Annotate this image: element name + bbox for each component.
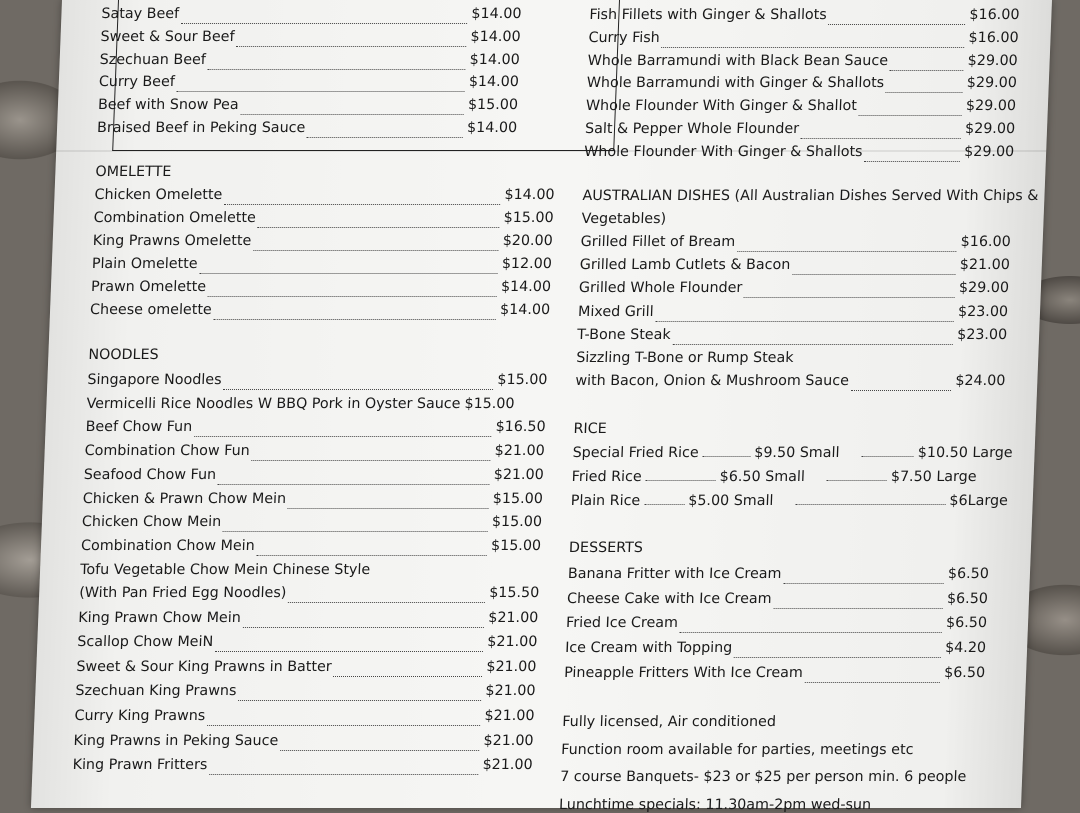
dot-leader [858, 103, 962, 116]
menu-item [578, 280, 1019, 303]
menu-item-price: $15.00 [464, 395, 515, 412]
menu-item [78, 610, 549, 633]
dot-leader [672, 332, 953, 345]
menu-item-price: $21.00 [482, 757, 533, 774]
menu-item [577, 304, 1018, 327]
menu-item [584, 144, 1025, 167]
menu-item-name: Whole Barramundi with Ginger & Shallots [586, 75, 885, 92]
dot-leader [644, 494, 684, 505]
menu-item-name: Combination Chow Fun [84, 443, 251, 460]
menu-item-price: $15.50 [488, 585, 540, 602]
section-heading-noodles: NOODLES [88, 347, 159, 363]
rice-item [570, 493, 1011, 516]
menu-item [75, 683, 546, 706]
rice-large-price: $10.50 Large [917, 445, 1013, 461]
dot-leader [805, 670, 941, 683]
menu-item-name: Grilled Whole Flounder [578, 280, 743, 297]
menu-item-name: Grilled Fillet of Bream [580, 234, 736, 250]
dot-leader [242, 615, 484, 628]
dot-leader [773, 596, 943, 609]
dot-leader [257, 215, 499, 228]
menu-item [72, 757, 543, 780]
menu-item [97, 120, 528, 143]
dot-leader [218, 472, 490, 485]
menu-item [565, 615, 1006, 638]
menu-item-price: $6.50 [947, 566, 990, 582]
menu-item-price: $21.00 [493, 466, 545, 483]
menu-item [91, 256, 562, 279]
menu-item-price: $14.00 [500, 279, 552, 295]
menu-item-name: Ice Cream with Topping [564, 640, 733, 657]
menu-item-price: $29.00 [966, 75, 1018, 92]
menu-item-price: $29.00 [965, 98, 1017, 115]
menu-item-name: Chicken & Prawn Chow Mein [82, 490, 287, 507]
menu-item-name: Plain Omelette [91, 256, 198, 272]
info-line: Fully licensed, Air conditioned [561, 714, 777, 730]
menu-item [92, 233, 563, 256]
menu-item [579, 257, 1020, 280]
menu-item [83, 467, 554, 490]
menu-item-name: Seafood Chow Fun [83, 466, 217, 483]
info-line: Lunchtime specials: 11.30am-2pm wed-sun [558, 796, 872, 813]
menu-item-name: Whole Flounder With Ginger & Shallot [585, 98, 858, 115]
menu-item-price: $23.00 [957, 303, 1009, 320]
dot-leader [207, 713, 481, 726]
section-heading-rice: RICE [573, 421, 607, 437]
menu-item-price: $12.00 [501, 256, 553, 272]
menu-item-name: Salt & Pepper Whole Flounder [584, 121, 800, 137]
rice-item-name: Special Fried Rice [572, 445, 699, 461]
menu-item-price: $15.00 [491, 514, 543, 531]
dot-leader [646, 470, 716, 481]
menu-item-name: Chicken Omelette [94, 187, 223, 203]
menu-item-price: $21.00 [494, 443, 546, 460]
menu-item-name: T-Bone Steak [576, 326, 671, 343]
rice-item [572, 445, 1013, 468]
dot-leader [199, 261, 498, 274]
dot-leader [783, 571, 944, 584]
menu-item-name: Szechuan Beef [99, 51, 207, 68]
dot-leader [333, 664, 482, 677]
dot-leader [886, 80, 963, 93]
menu-item [586, 75, 1027, 98]
dot-leader [792, 262, 956, 275]
menu-item [588, 30, 1029, 53]
menu-item [84, 443, 555, 466]
menu-item [74, 708, 545, 731]
menu-item-price: $21.00 [484, 708, 535, 724]
dot-leader [256, 543, 487, 556]
menu-item-name: Cheese Cake with Ice Cream [566, 590, 772, 607]
menu-item [584, 121, 1025, 144]
rice-large-price: $6Large [949, 492, 1009, 509]
menu-item-name: Curry Beef [98, 74, 176, 91]
menu-item [566, 591, 1007, 614]
tofu-dish-line: Tofu Vegetable Chow Mein Chinese Style [79, 561, 371, 578]
rice-small-price: $5.00 Small [687, 492, 774, 509]
menu-item-price: $14.00 [470, 28, 521, 45]
menu-item-price: $21.00 [487, 609, 539, 626]
menu-item-price: $21.00 [486, 658, 537, 675]
menu-item [90, 302, 561, 325]
dot-leader [801, 126, 961, 139]
menu-item-name: Prawn Omelette [90, 279, 207, 295]
menu-item-price: $14.00 [469, 51, 521, 68]
menu-item-name: Szechuan King Prawns [75, 683, 237, 700]
dot-leader [223, 377, 493, 390]
menu-item-price: $15.00 [490, 537, 542, 554]
dot-leader [223, 519, 488, 532]
rice-item-name: Plain Rice [570, 492, 641, 509]
menu-item [575, 373, 1016, 396]
menu-item-price: $24.00 [955, 373, 1006, 390]
menu-item [567, 566, 1008, 589]
menu-item [577, 327, 1018, 350]
sizzling-steak-line: Sizzling T-Bone or Rump Steak [575, 350, 794, 366]
menu-item-price: $6.50 [943, 664, 986, 681]
dot-leader [734, 645, 941, 658]
dot-leader [194, 424, 492, 437]
menu-item [80, 538, 551, 561]
menu-item-price: $14.00 [468, 74, 520, 91]
menu-item-name: with Bacon, Onion & Mushroom Sauce [575, 373, 850, 390]
menu-item-name: Grilled Lamb Cutlets & Bacon [579, 257, 791, 274]
rice-item [571, 469, 1012, 492]
menu-item-name: Combination Chow Mein [80, 537, 255, 554]
menu-item [580, 234, 1021, 257]
menu-item-name: Satay Beef [101, 6, 180, 22]
menu-item [73, 733, 544, 756]
rice-large-price: $7.50 Large [890, 468, 977, 485]
menu-item-price: $29.00 [958, 280, 1010, 297]
menu-item [86, 396, 557, 419]
dot-leader [795, 494, 945, 505]
menu-item [97, 97, 528, 120]
menu-item-price: $16.00 [968, 29, 1019, 46]
dot-leader [703, 446, 751, 457]
menu-item [564, 665, 1005, 688]
menu-item [98, 74, 529, 97]
dot-leader [307, 125, 463, 138]
menu-item-price: $15.00 [467, 97, 519, 114]
menu-item [100, 29, 531, 52]
menu-item-price: $15.00 [492, 490, 544, 507]
menu-item [99, 52, 530, 75]
menu-item-name: Cheese omelette [89, 302, 213, 318]
menu-item [85, 419, 556, 442]
menu-item-price: $21.00 [959, 257, 1011, 274]
menu-item [76, 659, 547, 682]
menu-item-name: Curry Fish [588, 29, 661, 46]
menu-item-name: Whole Flounder With Ginger & Shallots [583, 143, 863, 160]
dot-leader [890, 58, 964, 71]
menu-item-name: King Prawn Fritters [72, 757, 208, 774]
menu-item-price: $16.00 [969, 7, 1020, 23]
menu-item-name: Scallop Chow MeiN [77, 634, 214, 651]
rice-small-price: $6.50 Small [719, 468, 806, 485]
menu-item-name: Beef with Snow Pea [97, 97, 239, 114]
dot-leader [236, 34, 467, 47]
menu-item [93, 210, 564, 233]
menu-item-price: $6.50 [946, 590, 989, 607]
menu-item-name: Banana Fritter with Ice Cream [567, 566, 782, 582]
menu-item-name: King Prawn Chow Mein [77, 609, 242, 626]
menu-item [79, 585, 550, 608]
dot-leader [828, 12, 965, 25]
dot-leader [288, 496, 489, 509]
menu-item-name: Fried Ice Cream [565, 615, 679, 632]
menu-item-price: $14.00 [504, 187, 555, 203]
dot-leader [224, 192, 501, 205]
menu-item-price: $23.00 [956, 326, 1008, 343]
dot-leader [207, 57, 465, 70]
dot-leader [176, 79, 464, 92]
menu-item [565, 640, 1006, 663]
menu-item-name: Pineapple Fritters With Ice Cream [563, 664, 804, 681]
menu-item-price: $21.00 [483, 732, 534, 749]
dot-leader [661, 35, 964, 48]
dot-leader [864, 149, 960, 162]
dot-leader [240, 102, 464, 115]
menu-item-price: $20.00 [502, 233, 554, 249]
menu-item [81, 514, 552, 537]
menu-item [101, 6, 532, 29]
dot-leader [208, 284, 497, 297]
menu-item-name: King Prawns in Peking Sauce [73, 732, 279, 749]
menu-item-price: $4.20 [944, 640, 987, 657]
menu-item-price: $29.00 [963, 143, 1015, 160]
menu-item-price: $29.00 [964, 121, 1016, 137]
dot-leader [209, 762, 479, 775]
dot-leader [827, 470, 887, 481]
menu-item-price: $14.00 [471, 6, 522, 22]
dot-leader [680, 620, 943, 633]
menu-item-price: $15.00 [503, 210, 554, 226]
dot-leader [280, 738, 480, 751]
menu-item [585, 98, 1026, 121]
menu-item-name: Singapore Noodles [87, 372, 222, 388]
menu-item-price: $16.00 [960, 234, 1012, 250]
section-heading-desserts: DESSERTS [568, 540, 644, 556]
rice-small-price: $9.50 Small [753, 445, 840, 461]
menu-item [82, 491, 553, 514]
rice-item-name: Fried Rice [571, 468, 643, 485]
dot-leader [181, 11, 468, 24]
section-heading-omelette: OMELETTE [95, 164, 172, 180]
menu-item-name: Mixed Grill [577, 303, 654, 320]
menu-item-name: Sweet & Sour Beef [100, 28, 235, 45]
menu-item-price: $16.50 [495, 419, 546, 436]
menu-item-price: $21.00 [485, 683, 536, 700]
menu-item [94, 187, 565, 210]
menu-item-price: $14.00 [466, 120, 518, 136]
menu-item-name: Sweet & Sour King Prawns in Batter [76, 658, 333, 675]
dot-leader [215, 639, 484, 652]
dot-leader [288, 590, 485, 603]
dot-leader [744, 285, 955, 298]
menu-item [77, 634, 548, 657]
menu-item-price: $15.00 [497, 372, 548, 388]
menu-item [87, 372, 558, 395]
menu-item-name: (With Pan Fried Egg Noodles) [78, 585, 287, 602]
menu-sheet [31, 0, 1052, 813]
menu-item-name: Vermicelli Rice Noodles W BBQ Pork in Oyster Sauce [86, 395, 461, 412]
menu-item [90, 279, 561, 302]
menu-item-price: $29.00 [967, 52, 1019, 69]
dot-leader [253, 238, 499, 251]
menu-item-price: $21.00 [487, 634, 538, 651]
info-line: Function room available for parties, meetings etc [560, 741, 914, 758]
menu-item [587, 53, 1028, 76]
menu-item-price: $6.50 [945, 615, 988, 632]
menu-item-name: Curry King Prawns [74, 708, 206, 724]
dot-leader [213, 307, 496, 320]
dot-leader [655, 309, 954, 322]
dot-leader [737, 239, 957, 252]
menu-item-name: King Prawns Omelette [92, 233, 252, 249]
menu-item-name: Chicken Chow Mein [81, 514, 222, 531]
dot-leader [251, 448, 490, 461]
dot-leader [861, 446, 914, 457]
menu-item [589, 7, 1030, 30]
menu-item-name: Fish Fillets with Ginger & Shallots [589, 7, 828, 23]
menu-item-name: Braised Beef in Peking Sauce [96, 120, 306, 136]
section-heading-australian: AUSTRALIAN DISHES (All Australian Dishes Served With Chips & [582, 188, 1039, 204]
menu-item-name: Combination Omelette [93, 210, 257, 226]
info-line: 7 course Banquets- $23 or $25 per person min. 6 people [559, 769, 967, 786]
dot-leader [238, 688, 482, 701]
menu-item-price: $14.00 [499, 302, 551, 318]
section-heading-australian-cont: Vegetables) [581, 211, 667, 227]
menu-item-name: Beef Chow Fun [85, 419, 193, 436]
menu-item-name: Whole Barramundi with Black Bean Sauce [587, 52, 889, 69]
dot-leader [850, 378, 951, 391]
